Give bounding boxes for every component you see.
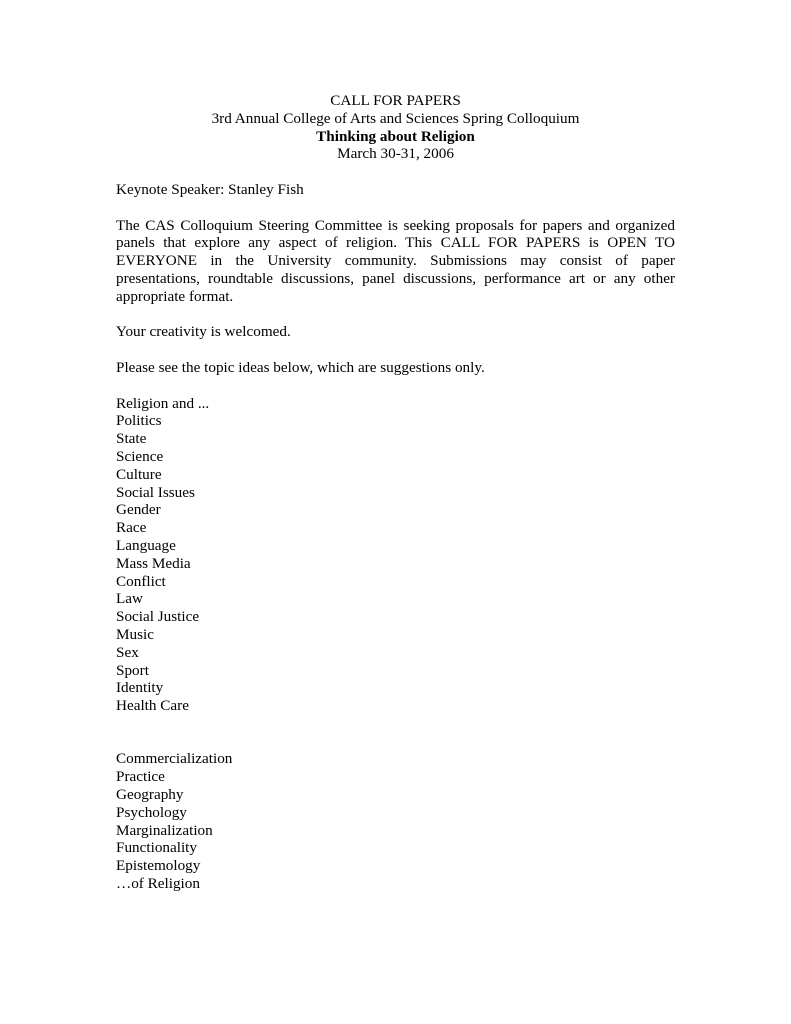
topic-item: Law <box>116 590 143 608</box>
topic-item: State <box>116 430 147 448</box>
topic-item: Sport <box>116 661 149 679</box>
topic-item: Politics <box>116 412 162 430</box>
topic-item: Social Issues <box>116 483 195 501</box>
colloquium-title: Thinking about Religion <box>316 127 475 145</box>
topic-item: Race <box>116 519 147 537</box>
call-for-papers-heading: CALL FOR PAPERS <box>330 92 461 109</box>
topics-heading: Religion and ... <box>116 394 210 412</box>
topics-list-1 <box>116 412 675 715</box>
topic-item: Commercialization <box>116 750 233 768</box>
topics-list-2 <box>116 750 675 892</box>
topic-item: Identity <box>116 679 164 697</box>
document-page <box>116 92 675 893</box>
topic-item: Epistemology <box>116 857 201 875</box>
topic-item: Gender <box>116 501 161 519</box>
creativity-note: Your creativity is welcomed. <box>116 323 291 341</box>
topic-item: Marginalization <box>116 821 213 839</box>
intro-paragraph: The CAS Colloquium Steering Committee is seeking proposals for papers and organized panels that explore any aspect of religion. This CALL FOR PAPERS is OPEN TO EVERYONE in the University community. Submissions may consist of paper presentations, roundtable discussions, panel discussions, performance art or any other appropriate format. <box>116 216 675 305</box>
topic-item: Geography <box>116 786 184 804</box>
keynote-speaker: Keynote Speaker: Stanley Fish <box>116 180 304 198</box>
colloquium-name: 3rd Annual College of Arts and Sciences Spring Colloquium <box>211 109 580 127</box>
topic-item: Language <box>116 536 176 554</box>
topic-item: Music <box>116 625 154 643</box>
header-block <box>116 92 675 163</box>
topic-item: Social Justice <box>116 608 200 626</box>
topics-suffix: …of Religion <box>116 875 200 893</box>
topic-item: Functionality <box>116 839 197 857</box>
topics-intro: Please see the topic ideas below, which are suggestions only. <box>116 358 485 376</box>
topic-item: Culture <box>116 465 162 483</box>
topic-item: Conflict <box>116 572 166 590</box>
colloquium-dates: March 30-31, 2006 <box>337 145 454 163</box>
topic-item: Practice <box>116 768 165 786</box>
topic-item: Health Care <box>116 697 189 715</box>
topic-item: Science <box>116 447 164 465</box>
topic-item: Mass Media <box>116 554 191 572</box>
topic-item: Sex <box>116 643 139 661</box>
topic-item: Psychology <box>116 803 187 821</box>
